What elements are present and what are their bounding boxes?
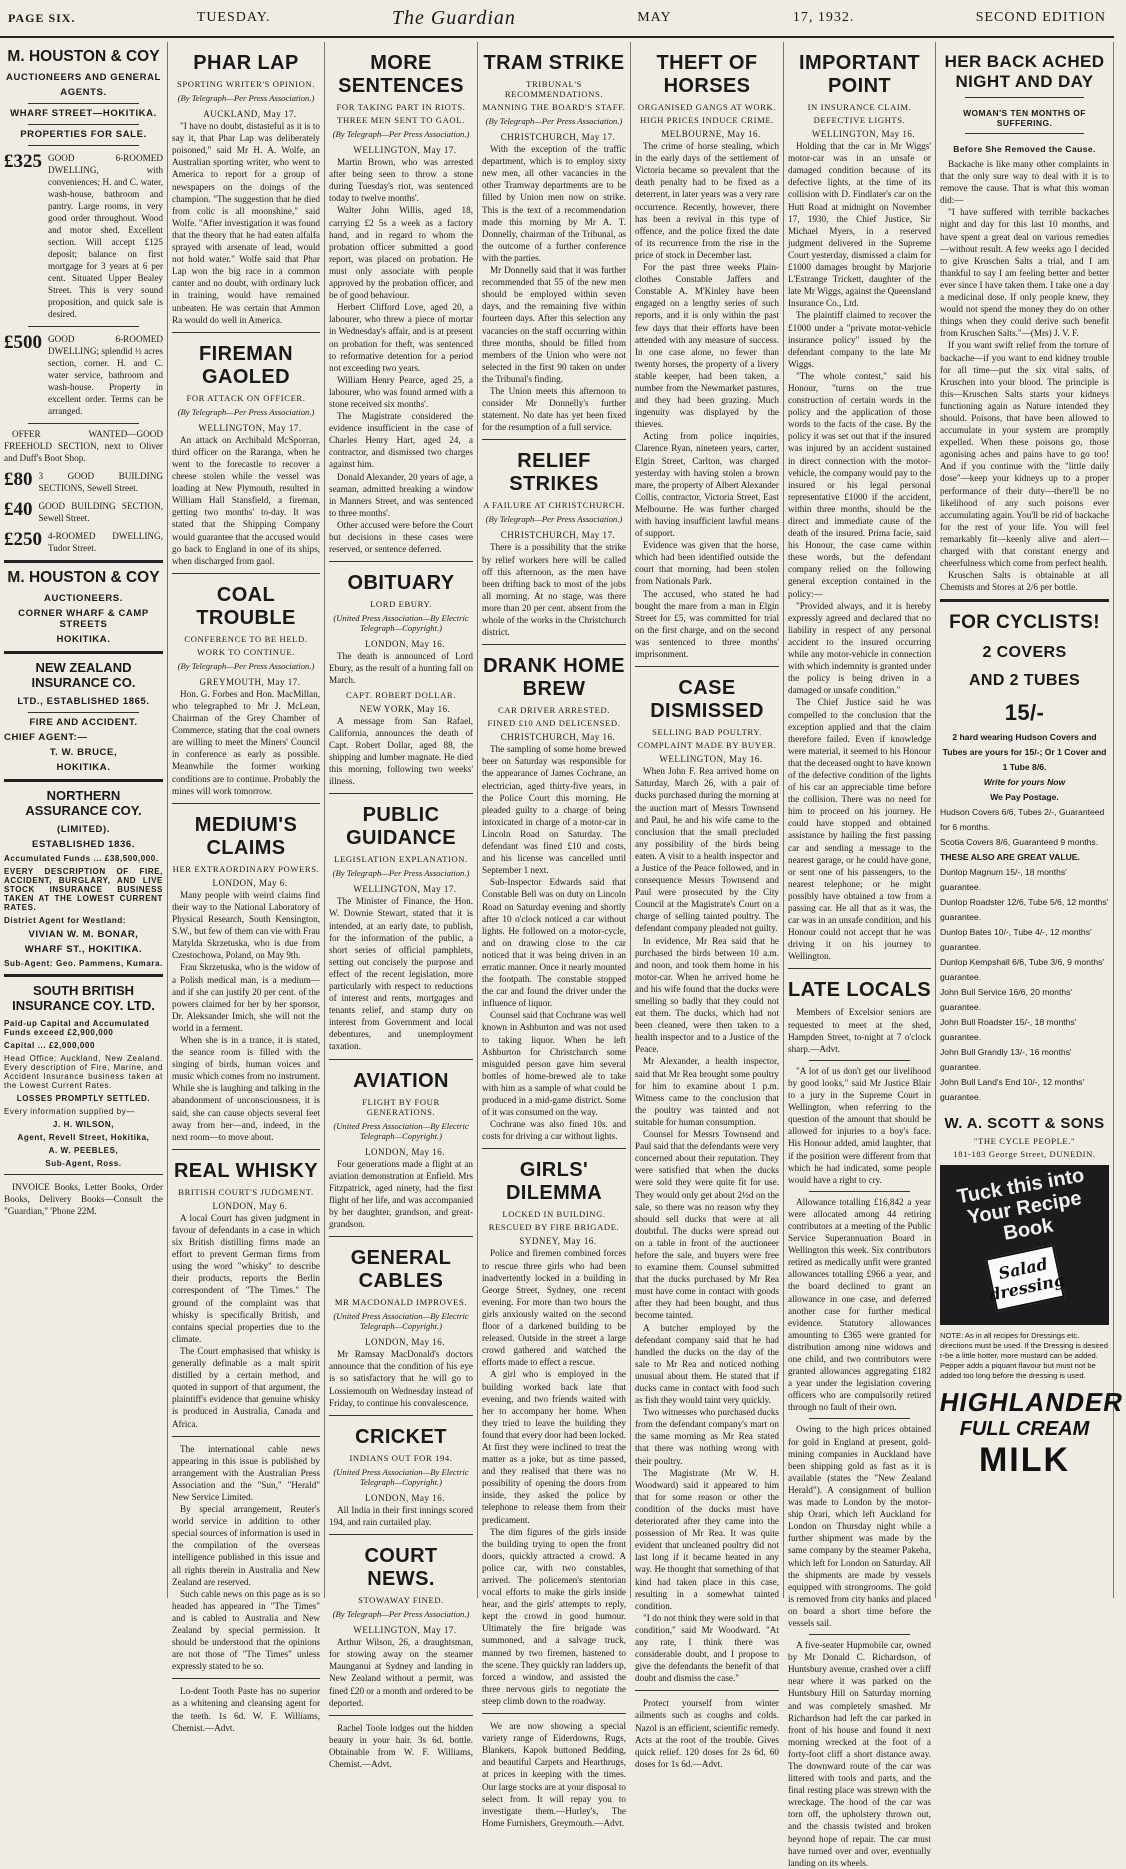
price: £80 [4, 469, 33, 491]
byline: (United Press Association—By Electric Telegraph—Copyright.) [333, 1120, 469, 1141]
column-7-advertisements [936, 42, 1126, 1598]
byline: (By Telegraph—Per Press Association.) [177, 93, 315, 103]
subhead: DEFECTIVE LIGHTS. [813, 115, 906, 125]
divider [172, 1678, 320, 1679]
property-listing [4, 470, 163, 494]
tyre-listing: Dunlop Bates 10/-, Tube 4/-, 12 months' guarantee. [940, 927, 1092, 953]
subhead: 181-183 George Street, DUNEDIN. [953, 1149, 1096, 1160]
tyre-listing: John Bull Service 16/6, 20 months' guarantee. [940, 987, 1073, 1013]
article-text: Hon. G. Forbes and Hon. MacMillan, who telegraphed to Mr J. McLean, Chairman of the Grey Chamber of Commerce, stating that the coal owners are willing to meet the Miners' Council in conference as early as possible. Meanwhile the former working conditions are to continue. Probably the mines will work tomorrow. [172, 688, 320, 796]
article-text: Evidence was given that the horse, which had been identified outside the court that morning, had been stolen from Nationals Park. [635, 540, 779, 587]
highlander-milk-ad [937, 1387, 1126, 1480]
advert-text: Protect yourself from winter ailments such as coughs and colds. Nazol is an efficient, scientific remedy. Acts at the root of the trouble. Gives quick relief. 120 doses for 2s 6d, 60 doses for 1s 6d.—Advt. [635, 1698, 779, 1769]
subhead: CONFERENCE TO BE HELD. [184, 633, 308, 644]
divider [172, 1436, 320, 1437]
article-text: Sub-Inspector Edwards said that Constable Bell was on duty on Lincoln Road on Saturday evening and shortly after 10 o'clock noticed a car without lights. He followed on a motor-cycle, and on drawing close to the car noticed that it was being driven in an erratic manner. Once it nearly mounted the footpath. The constable stopped the car and found the driver under the influence of liquor. [482, 877, 626, 1009]
ad-line: Write for yours Now [983, 777, 1066, 788]
article-text: The death is announced of Lord Ebury, as the result of a hunting fall on March. [329, 651, 473, 686]
article-text: Frau Skrzetuska, who is the widow of a Polish medical man, is a medium—and if she can justify 20 per cent. of the powers claimed for her by her sponsor, Dr. Aleksander Imich, she will not the world in a ferment. [172, 962, 320, 1033]
byline: (United Press Association—By Electric Telegraph—Copyright.) [333, 1466, 469, 1487]
article-text: A girl who is employed in the building worked back late that evening, and two friends waited with her to accompany her home. When they tried to leave the building they found that every door had been locked. At first they were inclined to treat the matter as a joke, but as time passed, and they realised that there was no possibility of opening the doors from inside, they asked the police by telephone to release them from their predicament. [482, 1369, 626, 1525]
article-text: If you want swift relief from the torture of backache—if you want to end kidney trouble for all time—put the six vital salts, of Kruschen into your blood. The principle is this—Kruschen Salts starts your kidneys functioning again as Nature intended they should. Poisons, that have been allowed to accumulate in your system are promptly expelled. When these poisons go, those agonising aches and pains have to go too! And if you continue with the "little daily dose"—keep your kidneys up to a proper performance of their duty—there'll be no likelihood of any such poisons ever accumulating again. You'll be rid of backache for the rest of your life. You will feel remarkably fit—keenly alive and alert—charged with that constant energy and cheerfulness which come from perfect health. [940, 340, 1109, 569]
column-6 [784, 42, 936, 1868]
paper-title: The Guardian [391, 6, 516, 29]
price: £250 [4, 529, 42, 551]
article-text: In evidence, Mr Rea said that he purchased the birds between 10 a.m. and noon, and took them home in his motor-car. When he arrived home he and his wife found that the ducks were smelling so badly that they could not eat them. The ducks, which had not been cleaned, were then taken to a health inspector and to a Justice of the Peace. [635, 935, 779, 1055]
article-text: Two witnesses who purchased ducks from the defendant company's mart on the same morning as Mr Rea stated that there was nothing wrong with their poultry. [635, 1407, 779, 1466]
divider [4, 560, 163, 563]
divider [4, 779, 163, 782]
cable-notice: The international cable news appearing in this issue is published by arrangement with the Australian Press Association and the "Sun," "Herald" New Service Limited. [172, 1443, 320, 1502]
ad-line: PROPERTIES FOR SALE. [20, 129, 147, 140]
subhead: FOR TAKING PART IN RIOTS. [336, 102, 466, 112]
divider [482, 1713, 626, 1714]
ad-line: HOKITIKA. [56, 634, 111, 646]
tyre-listing: John Bull Land's End 10/-, 12 months' guarantee. [940, 1077, 1085, 1103]
headline-general-cables: GENERAL CABLES [350, 1247, 452, 1293]
subhead: LOCKED IN BUILDING. [502, 1209, 606, 1220]
recipe-book-ad [940, 1165, 1109, 1325]
article-text: A five-seater Hupmobile car, owned by Mr Donald C. Richardson, of Huntsbury avenue, crashed over a cliff near where it was parked on the Huntsbury Hill on Saturday morning and was completely smashed. Mr Richardson had left the car parked in front of his house and found it next morning wrecked at the foot of a forty-foot cliff a short distance away. The downward route of the car was littered with tools and parts, and the final resting place was strewn with the wreckage. The hood of the car was torn off, the upholstery thrown out, and the chassis twisted and broken beyond hope of repair. The car must have turned over and over, eventually landing on its wheels. [788, 1640, 931, 1868]
property-listing [4, 530, 163, 554]
divider [28, 103, 139, 104]
headline-real-whisky: REAL WHISKY [173, 1159, 319, 1182]
salad-dressing-card: Salad dressing [985, 1245, 1065, 1312]
article-text: "I have no doubt, distasteful as it is to say it, that Phar Lap was deliberately poisoned," said Mr H. A. Wolfe, an Australian sporting writer, who went to America to report for a group of newspapers on the doings of the champion. "The suggestion that he died from colic is all moonshine," said Wolfe. "After investigation it was found that the theory that he had eaten alfalfa sprayed with arsenate of lead, would not hold water." Wolfe said that Phar Lap won the big race in a common canter and no doubt, with ordinary luck in training, would have remained unbeaten. He was certain that Ammon Ra would do well in America. [172, 121, 320, 325]
day: TUESDAY. [196, 10, 271, 25]
divider [172, 332, 320, 333]
subhead: CAR DRIVER ARRESTED. [497, 705, 611, 716]
ad-headline: AND 2 TUBES [968, 672, 1081, 690]
column-4 [478, 42, 631, 1828]
headline-coal-trouble: COAL TROUBLE [196, 583, 296, 629]
article-text: Counsel for Messrs Townsend and Paul said that the defendants were very concerned about their reputation. They were satisfied that when the ducks were sold they were quite fit for use. They would only get about 2½d on the sale, so there was no reason why they should sell ducks that were at all doubtful. The ducks were spread out on a table in front of the auctioneer before the sale, and buyers were free to examine them. Counsel submitted that the ducks purchased by Mr Rea must have come in contact with goods after they had been bought, and thus become tainted. [635, 1129, 779, 1321]
headline-aviation: AVIATION [353, 1069, 449, 1092]
dateline: LONDON, May 6. [212, 1200, 288, 1211]
ad-line: Paid-up Capital and Accumulated Funds exceed £2,900,000 [4, 1019, 150, 1038]
article-text: "I do not think they were sold in that condition," said Mr Woodward. "At any rate, I think there was considerable doubt, and I propose to give the defendants the benefit of that doubt and dismiss the case." [635, 1612, 779, 1684]
divider [329, 561, 473, 562]
article-text: William Henry Pearce, aged 25, a labourer, who was found armed with a stone received six months'. [329, 374, 473, 409]
tyre-listing: Dunlop Magnum 15/-, 18 months' guarantee. [940, 867, 1067, 893]
ad-line: Head Office: Auckland, New Zealand. Every description of Fire, Marine, and Accident Insurance business taken at the Lowest Current Rates. [4, 1054, 163, 1091]
dateline: WELLINGTON, May 17. [198, 422, 302, 433]
article-text: The Union meets this afternoon to consider Mr Donnelly's further statement. No date has yet been fixed for the resumption of a full service. [482, 385, 626, 433]
article-text: For the past three weeks Plain-clothes Constable Jaffers and Constable A. M'Kinley have been engaged on a lengthy series of such reports, and it is only within the past few days that their efforts have been attended with any measure of success. In one case alone, no fewer than twenty horses, the property of a livery stable keeper, had been taken, a number from the Newmarket pastures, and they had been grazing. Much ingenuity was displayed by the thieves. [635, 262, 779, 430]
scott-sons-header: W. A. SCOTT & SONS [944, 1115, 1105, 1133]
tyre-listing: Dunlop Roadster 12/6, Tube 5/6, 12 months' guarantee. [940, 897, 1109, 923]
ad-line: CHIEF AGENT:— [4, 732, 88, 744]
divider [28, 124, 139, 125]
listing-text: GOOD 6-ROOMED DWELLING; splendid ½ acres section, corner. H. and C. water service, bathroom and wash-house. Property in excellent order. Terms can be arranged. [48, 334, 163, 416]
property-listing [4, 333, 163, 417]
headline-more-sentences: MORE SENTENCES [338, 52, 464, 97]
divider [809, 1418, 909, 1419]
article-text: The Magistrate considered the evidence insufficient in the case of Charles Henry Hart, aged 24, a contractor, and dismissed two charges against him. [329, 411, 473, 470]
column-5 [631, 42, 784, 1769]
headline-girls-dilemma: GIRLS' DILEMMA [505, 1159, 603, 1205]
article-text: Kruschen Salts is obtainable at all Chemists and Stores at 2/6 per bottle. [940, 570, 1109, 593]
subhead: Before She Removed the Cause. [953, 144, 1096, 154]
advert-text: Rachel Toole lodges out the hidden beauty in your hair. 3s 6d. bottle. Obtainable from W. F. Williams, Chemist.—Advt. [329, 1722, 473, 1769]
divider [28, 145, 139, 146]
dateline: CHRISTCHURCH, May 16. [500, 732, 616, 743]
subhead: SPORTING WRITER'S OPINION. [177, 79, 315, 89]
ad-line: District Agent for Westland: [4, 916, 127, 926]
headline-theft-of-horses: THEFT OF HORSES [656, 52, 758, 97]
column-1-advertisements [0, 42, 168, 1598]
article-text: "Provided always, and it is hereby expressly agreed and declared that no liability in respect of any personal accident to the insured occurring while any motor-vehicle in connection with which indemnity is granted under the policy is being driven in a damaged or unsafe condition." [788, 600, 931, 696]
article-text: The plaintiff claimed to recover the £1000 under a "private motor-vehicle insurance policy" issued by the defendant company to the late Mr Wiggs. [788, 310, 931, 369]
byline: (By Telegraph—Per Press Association.) [332, 868, 470, 879]
subhead: HIGH PRICES INDUCE CRIME. [640, 115, 774, 125]
article-text: When John F. Rea arrived home on Saturday, March 26, with a pair of ducks purchased during the morning at the auction mart of Messrs Townsend and Paul, he and his wife came to the conclusion that the small precluded any possibility of the birds being eaten. A visit to a health inspector and a Justice of the Peace followed, and in consequence Messrs Townsend and Paul were prosecuted by the City Council at the Magistrate's Court on a charge of selling tainted poultry. The defendant company pleaded not guilty. [635, 766, 779, 934]
dateline: WELLINGTON, May 17. [353, 884, 457, 895]
milk-text: MILK [978, 1441, 1071, 1480]
headline-drank-home-brew: DRANK HOME BREW [483, 655, 625, 701]
subhead: SELLING BAD POULTRY. [652, 727, 762, 738]
byline: (United Press Association—By Electric Telegraph—Copyright.) [333, 1311, 469, 1332]
article-text: "I have suffered with terrible backaches night and day for this last 10 months, and have spent a great deal on various remedies—without result. A few weeks ago I decided to give Kruschen Salts a trial, and I am thankful to say I am feeling better and better ever since I have taken them. I take one a day a medicinal dose. If only people knew, they would not spend the money they do on other things when they could derive such benefit from Kruschen Salts."—(Mrs) J. V. F. [940, 207, 1109, 339]
ad-line: HOKITIKA. [56, 762, 111, 774]
edition: SECOND EDITION [975, 10, 1106, 25]
article-text: Donald Alexander, 20 years of age, a seaman, admitted breaking a window in Manners Street, and was sentenced to three months'. [329, 471, 473, 518]
listing-text: 4-ROOMED DWELLING, Tudor Street. [48, 531, 163, 554]
subhead: MR MACDONALD IMPROVES. [334, 1297, 468, 1308]
dateline: CHRISTCHURCH, May 17. [500, 132, 616, 142]
ad-line: WHARF ST., HOKITIKA. [24, 944, 143, 956]
ad-line: WHARF STREET—HOKITIKA. [10, 108, 157, 119]
headline-relief-strikes: RELIEF STRIKES [509, 450, 599, 496]
divider [172, 803, 320, 804]
byline: (By Telegraph—Per Press Association.) [332, 129, 470, 139]
divider [809, 1060, 909, 1061]
article-text: Herbert Clifford Love, aged 20, a labourer, who threw a piece of mortar in Wednesday's affair, and is at present on probation for theft, was sentenced to reformative detention for a period not exceeding two years. [329, 302, 473, 373]
article-text: The accused, who stated he had bought the mare from a man in Elgin Street for £5, was committed for trial on the first charge, and on the second was sentenced to three months' imprisonment. [635, 588, 779, 660]
subhead: FINED £10 AND DELICENSED. [487, 718, 621, 729]
ad-line: Agent, Revell Street, Hokitika, [17, 1133, 150, 1143]
article-text: Cochrane was also fined 10s. and costs for driving a car without lights. [482, 1119, 626, 1142]
article-text: Mr Donnelly said that it was further recommended that 55 of the new men should be employed within seven days, and the remaining five within fourteen days. After this selection any vacancies on the staff occurring within three months, should be filled from members of the Union who were not selected in the first 90 taken on under the Tribunal's finding. [482, 265, 626, 384]
property-listing [4, 500, 163, 524]
article-text: A message from San Rafael, California, announces the death of Capt. Robert Dollar, aged 88, the shipping and lumber magnate. He died this morning, following two weeks' illness. [329, 715, 473, 787]
ad-line: (LIMITED). [57, 824, 110, 836]
recipe-note: NOTE: As in all recipes for Dressings etc. directions must be used. If the Dressing is desired r-be a little hotter, more mustard can be added. Pepper adds a piquant flavour but must not be added too long before the dressing is used. [940, 1331, 1108, 1381]
subhead: THREE MEN SENT TO GAOL. [337, 115, 465, 125]
ad-line: CORNER WHARF & CAMP STREETS [18, 608, 149, 631]
headline-mediums-claims: MEDIUM'S CLAIMS [194, 813, 298, 859]
ad-line: LTD., ESTABLISHED 1865. [17, 696, 150, 708]
article-text: The crime of horse stealing, which in the early days of the settlement of Victoria became so prevalent that the death penalty had to be fixed as a deterrent, in later years was a very rare occurrence. Recently, however, there has been a revival in this type of offence, and the police fixed the date of its recurrence from the rise in the price of stock in December last. [635, 141, 779, 260]
headline-phar-lap: PHAR LAP [193, 52, 299, 74]
article-text: A local Court has given judgment in favour of defendants in a case in which six British distilling firms made an effort to prevent German firms from using the word "whisky" to describe their products, reports the Berlin correspondent of "The Times." The ground of the complaint was that whisky is specifically British, and contains special properties due to the climate. [172, 1212, 320, 1344]
article-text: Backache is like many other complaints in that the only sure way to deal with it is to remove the cause. That is what this woman did:— [940, 159, 1109, 206]
article-text: Martin Brown, who was arrested after being seen to throw a stone during Tuesday's riot, was sentenced today to twelve months'. [329, 157, 473, 204]
divider [635, 1690, 779, 1691]
subhead: "THE CYCLE PEOPLE." [973, 1136, 1076, 1147]
article-text: An attack on Archibald McSporran, third officer on the Raranga, when he went to the forecastle to recover a cheese stolen while the vessel was loading at New Plymouth, resulted in William Hall Stansfield, a fireman, getting two months' to-day. It was stated that the Shipping Company would guarantee that the accused would go back to England in one of its ships, when discharged from gaol. [172, 434, 320, 566]
divider [482, 644, 626, 645]
article-text: Police and firemen combined forces to rescue three girls who had been inadvertently locked in a building in George Street, Sydney, one recent evening. For more than two hours the girls anxiously waited on the second floor of a darkened building to be released. Outside in the street a large crowd gathered and watched the efforts made to effect a rescue. [482, 1248, 626, 1368]
article-text: Walter John Willis, aged 18, carrying £2 5s a week as a factory hand, and in regard to whom the probation officer submitted a good report, was placed on probation. He must only associate with people approved by the probation officer, and be of good behaviour. [329, 205, 473, 301]
article-text: The Magistrate (Mr W. H. Woodward) said it appeared to him that for some reason or other the condition of the ducks must have deteriorated after they came into the possession of Mr Rea. It was quite evident that uncleaned poultry did not last long if it became heated in any way. He thought that something of that kind had taken place in this case, resulting in a somewhat tainted condition. [635, 1467, 779, 1611]
dateline: WELLINGTON, May 17. [353, 1625, 457, 1636]
month: MAY [637, 10, 672, 25]
ad-line: Capital ... £2,000,000 [4, 1041, 96, 1051]
divider [965, 133, 1083, 134]
byline: (By Telegraph—Per Press Association.) [177, 406, 315, 417]
tyre-listing: John Bull Roadster 15/-, 18 months' guarantee. [940, 1017, 1077, 1043]
article-text: Arthur Wilson, 26, a draughtsman, for stowing away on the steamer Maunganui at Sydney and landing in New Zealand without a permit, was fined £20 or a month and ordered to be deported. [329, 1637, 473, 1708]
ad-line: FIRE AND ACCIDENT. [29, 717, 138, 729]
divider [329, 1236, 473, 1237]
divider [940, 599, 1109, 602]
ad-line: Every information supplied by— [4, 1107, 135, 1117]
byline: (By Telegraph—Per Press Association.) [485, 116, 623, 126]
property-listing [4, 152, 163, 320]
divider [329, 1534, 473, 1535]
article-text: All India in their first innings scored 194, and rain curtailed play. [329, 1504, 473, 1527]
houston-header: M. HOUSTON & COY [7, 48, 160, 65]
article-text: The Minister of Finance, the Hon. W. Downie Stewart, stated that it is intended, at an early date, to publish, for the information of the public, a short series of official pamphlets, setting out concisely the purpose and effect of the recent legislation, more particularly with respect to reductions of interest and rents, mortgages and tenants relief, and stamp duty on interest from Government and local debentures, and unemployment taxation. [329, 896, 473, 1052]
ad-line: LOSSES PROMPTLY SETTLED. [16, 1094, 151, 1104]
south-british-header: SOUTH BRITISH INSURANCE COY. LTD. [12, 983, 155, 1014]
article-text: Four generations made a flight at an aviation demonstration at Enfield. Mrs Fitzpatrick, aged ninety, had the first flight of her life, and was accompanied by her daughter, grandson, and great-grandson. [329, 1158, 473, 1230]
subhead: HER EXTRAORDINARY POWERS. [172, 863, 320, 874]
article-text: A butcher employed by the defendant company said that he had handled the ducks on the day of the sale to Mr Rea and noticed nothing unusual about them. He stated that if ducks came in contact with food such as fish they would taint very quickly. [635, 1322, 779, 1406]
recipe-ad-title: Tuck this into Your Recipe Book [955, 1164, 1086, 1246]
byline: (By Telegraph—Per Press Association.) [485, 514, 623, 525]
divider [329, 1059, 473, 1060]
article-text: The dim figures of the girls inside the building trying to open the front doors, quickly attracted a crowd. A police car, with two constables, arrived. The policemen's stentorian vocal efforts to make the girls inside hear, and the girls' attempts to reply, kept the crowd in good humour. Ultimately the fire brigade was summoned, and a salvage truck, manned by two firemen, hastened to the scene. They quickly ran ladders up, forced a window, and assisted the three nervous girls to negotiate the steep climb down to the roadway. [482, 1526, 626, 1706]
subhead: MANNING THE BOARD'S STAFF. [482, 102, 626, 112]
subhead: STOWAWAY FINED. [358, 1595, 444, 1606]
article-text: Other accused were before the Court but decisions in these cases were reserved, or sentence deferred. [329, 519, 473, 555]
nz-insurance-header: NEW ZEALAND INSURANCE CO. [31, 660, 136, 691]
article-text: There is a possibility that the strike by relief workers here will be called off this afternoon, as the men have been drifting back to most of the jobs all morning. At no stage, was there more than 20 per cent. absent from the whole of the works in the Christchurch district. [482, 542, 626, 638]
headline-late-locals: LATE LOCALS [788, 979, 931, 1002]
divider [172, 573, 320, 574]
headline-important-point: IMPORTANT POINT [799, 52, 920, 97]
subhead: RESCUED BY FIRE BRIGADE. [488, 1222, 620, 1233]
listing-text: OFFER WANTED—GOOD FREEHOLD SECTION, next to Oliver and Duff's Boot Shop. [4, 429, 163, 464]
article-text: Mr Ramsay MacDonald's doctors announce that the condition of his eye is so satisfactory that he will go to Lossiemouth on Wednesday instead of Friday, to continue his convalescence. [329, 1349, 473, 1408]
invoice-books-ad: INVOICE Books, Letter Books, Order Books, Delivery Books—Consult the "Guardian," 'Phone 22M. [4, 1182, 163, 1217]
byline: (United Press Association—By Electric Telegraph—Copyright.) [333, 613, 469, 634]
price: £500 [4, 332, 42, 353]
subhead: LEGISLATION EXPLANATION. [334, 854, 468, 865]
divider [635, 666, 779, 667]
subhead: LORD EBURY. [370, 599, 432, 610]
subhead: FOR ATTACK ON OFFICER. [186, 392, 306, 403]
ad-line: VIVIAN W. M. BONAR, [28, 929, 139, 941]
headline-court-news: COURT NEWS. [364, 1545, 438, 1591]
article-text: Members of Excelsior seniors are requested to meet at the shed, Hampden Street, to-night at 7 o'clock sharp.—Advt. [788, 1007, 931, 1054]
divider [28, 326, 139, 327]
article-text: Acting from police inquiries, Clarence Ryan, nineteen years, carter, Elgin Street, Carlton, was charged yesterday with having stolen a brown mare, the property of Albert Alexander Collis, contractor, Victoria Street, East Melbourne. He was further charged with having insufficient lawful means of support. [635, 431, 779, 539]
dateline: WELLINGTON, May 16. [659, 754, 763, 765]
ad-price: 15/- [1004, 700, 1045, 726]
full-cream-text: FULL CREAM [959, 1418, 1090, 1441]
dateline: CHRISTCHURCH, May 17. [500, 530, 616, 541]
ad-line: EVERY DESCRIPTION OF FIRE, ACCIDENT, BURGLARY, AND LIVE STOCK INSURANCE BUSINESS TAKEN AT THE LOWEST CURRENT RATES. [4, 867, 163, 913]
dateline: MELBOURNE, May 16. [661, 129, 761, 139]
article-text: The Chief Justice said he was compelled to the conclusion that the exception applied and that the claim therefore failed. Even if knowledge were material, it seemed to his Honour that the deceased ought to have known of the defective condition of the lights of his car an appreciable time before the collision. There was no need for him to proceed on his journey. He could have stopped and obtained assistance by hailing the first passing car and sending a message to the nearest garage, or he could have gone, or sent one of his passengers, to the nearest telephone; or he might possibly have obtained a tow from a passing car. He all that as it was, the car was in an unsafe condition, and his Honour could not accept that he was driving it on his journey to Wellington. [788, 697, 931, 962]
houston-header-2: M. HOUSTON & COY [7, 569, 160, 587]
divider [809, 1191, 909, 1192]
headline-her-back-ached: HER BACK ACHED NIGHT AND DAY [944, 52, 1105, 91]
ad-line: A. W. PEEBLES, [48, 1146, 119, 1156]
divider [172, 1149, 320, 1150]
divider [4, 974, 163, 977]
article-text: Counsel said that Cochrane was well known in Ashburton and was not used to taking liquor. When he left Ashburton for Christchurch some misguided person gave him several bottles of home-brewed ale to take with him as a sample of what could be produced in a mid-game district. Some of it was consumed on the way. [482, 1010, 626, 1118]
divider [809, 1634, 909, 1635]
price: £325 [4, 151, 42, 172]
article-text: Many people with weird claims find their way to the National Laboratory of Physical Research, South Kensington, S.W., but few of them can vie with Frau Matylda Skrzetuska, who is due from Czestochowa, Poland, on May 9th. [172, 889, 320, 961]
ad-line: ESTABLISHED 1836. [32, 839, 135, 851]
divider [4, 651, 163, 654]
ad-line: AUCTIONEERS. [44, 593, 123, 605]
tyre-listing: Scotia Covers 8/6, Guaranteed 9 months. [940, 837, 1099, 848]
listing-text: 3 GOOD BUILDING SECTIONS, Sewell Street. [38, 471, 163, 494]
divider [482, 439, 626, 440]
date: 17, 1932. [792, 10, 855, 25]
dateline: LONDON, May 16. [365, 1492, 445, 1503]
divider [28, 712, 139, 713]
article-text: Holding that the car in Mr Wiggs' motor-car was in an unsafe or damaged condition because of its defective lights, at the time of its collision with D. Findlater's car on the Hutt Road at midnight on November 17, 1930, the Chief Justice, Sir Michael Myers, in a reserved judgment delivered in the Supreme Court yesterday, dismissed a claim for £1000 damages brought by Marjorie L'Estrange Trickett, daughter of the late Mr Wiggs, against the Queensland Insurance Co., Ltd. [788, 141, 931, 309]
tyre-listing: John Bull Grandly 13/-, 16 months' guarantee. [940, 1047, 1072, 1073]
subhead: FLIGHT BY FOUR GENERATIONS. [362, 1096, 440, 1117]
divider [788, 968, 931, 969]
tyre-listing: Hudson Covers 6/6, Tubes 2/-, Guaranteed for 6 months. [940, 807, 1105, 833]
subhead: IN INSURANCE CLAIM. [807, 102, 912, 112]
divider [965, 97, 1083, 98]
subhead: WORK TO CONTINUE. [197, 646, 295, 657]
subhead: ORGANISED GANGS AT WORK. [637, 102, 777, 112]
advert-text: Lo-dent Tooth Paste has no superior as a whitening and cleansing agent for the teeth. 1s 6d. W. F. Williams, Chemist.—Advt. [172, 1686, 320, 1733]
ad-headline: 2 COVERS [982, 644, 1067, 662]
cable-notice: By special arrangement, Reuter's world service in addition to other special sources of information is used in the compilation of the overseas intelligence published in this issue and all rights therein in Australia and New Zealand are reserved. [172, 1504, 320, 1587]
article-text: The sampling of some home brewed beer on Saturday was responsible for the appearance of James Cochrane, an electrician, aged thirty-five years, in the Police Court this morning. He pleaded guilty to a charge of being intoxicated in charge of a motor-car in Lincoln Road on Saturday. The defendant was fined £10 and costs, and his license was cancelled until September 1 next. [482, 744, 626, 876]
article-text: "The whole contest," said his Honour, "turns on the true construction of certain words in the policy and the application of those words to the facts of the case. By the policy it was set out that if the insured was injured by an accident sustained in direct connection with the motor-vehicle, the company would pay to the insured or his legal personal representative £1000 if the accident, within three months, should be the direct and immediate cause of the death of the insured. Prima facie, said his Honour, the case came within these words, but the defendant company relied on the following general exception contained in the policy:— [788, 370, 931, 599]
dateline: WELLINGTON, May 17. [353, 145, 457, 155]
dateline: LONDON, May 6. [212, 877, 288, 888]
divider [329, 793, 473, 794]
cable-notice: Such cable news on this page as is so headed has appeared in "The Times" and is cabled to Australia and New Zealand by special permission. It should be understood that the opinions are not those of "The Times" unless expressly stated to be so. [172, 1588, 320, 1672]
highlander-logo: HIGHLANDER [937, 1387, 1126, 1418]
ad-line: Sub-Agent, Ross. [45, 1159, 122, 1169]
ad-line: 2 hard wearing Hudson Covers and Tubes are yours for 15/-; Or 1 Cover and 1 Tube 8/6. [942, 732, 1107, 773]
ad-line: Accumulated Funds ... £38,500,000. [4, 854, 159, 864]
headline-public-guidance: PUBLIC GUIDANCE [346, 804, 456, 850]
page-number: PAGE SIX. [8, 10, 76, 25]
article-text: The Court emphasised that whisky is generally definable as a malt spirit distilled by a certain method, and quoted in support of that argument, the plaintiff's evidence that genuine whisky is produced in Australia, Canada and Africa. [172, 1345, 320, 1429]
dateline: LONDON, May 16. [365, 1337, 445, 1348]
listing-text: GOOD BUILDING SECTION, Sewell Street. [38, 501, 163, 524]
subhead: WOMAN'S TEN MONTHS OF SUFFERING. [963, 108, 1086, 128]
masthead [0, 0, 1114, 38]
tyre-listing: Dunlop Kempshall 6/6, Tube 3/6, 9 months' guarantee. [940, 957, 1105, 983]
headline-obituary: OBITUARY [347, 572, 455, 595]
ad-line: We Pay Postage. [990, 792, 1059, 803]
subhead: INDIANS OUT FOR 194. [349, 1452, 453, 1463]
divider [329, 1415, 473, 1416]
column-2 [168, 42, 325, 1733]
for-cyclists-header: FOR CYCLISTS! [949, 612, 1100, 634]
subhead: BRITISH COURT'S JUDGMENT. [178, 1186, 314, 1197]
ad-line: AUCTIONEERS AND GENERAL [6, 72, 161, 83]
ad-line: T. W. BRUCE, [49, 747, 118, 759]
headline-cricket: CRICKET [355, 1425, 447, 1448]
headline-tram-strike: TRAM STRIKE [483, 52, 625, 74]
byline: (By Telegraph—Per Press Association.) [177, 660, 315, 671]
dateline: GREYMOUTH, May 17. [199, 676, 301, 687]
dateline: AUCKLAND, May 17. [203, 109, 297, 119]
subhead: TRIBUNAL'S RECOMMENDATIONS. [504, 79, 604, 99]
divider [4, 1174, 163, 1175]
byline: (By Telegraph—Per Press Association.) [332, 1609, 470, 1620]
column-3 [325, 42, 478, 1769]
article-text: Mr Alexander, a health inspector, said that Mr Rea brought some poultry for him to examine about 1 p.m. Witness came to the conclusion that the poultry was tainted and not suitable for human consumption. [635, 1056, 779, 1127]
article-text: Allowance totalling £16,842 a year were allocated among 44 retiring contributors at a meeting of the Public Service Superannuation Board in Wellington this week. Six contributors retired as medically unfit were granted allowances totalling £966 a year, and the board declined to grant an allowance in one case, and deferred another case for further medical evidence. Statutory allowances amounting to £365 were granted for distribution among nine widows and one child, and two contributors were granted allowances aggregating £182 a year under the legislation covering officers who are compulsorily retired through no fault of their own. [788, 1196, 931, 1413]
ad-line: J. H. WILSON, [52, 1120, 115, 1130]
ad-line: AGENTS. [60, 87, 107, 98]
advert-text: We are now showing a special variety range of Eiderdowns, Rugs, Blankets, Kapok buttoned Bedding, and beautiful Carpets and Hearthrugs, at prices in keeping with the times. Our large stocks are at your disposal to select from. It will repay you to investigate them.—Hurley's, The Home Furnishers, Greymouth.—Advt. [482, 1721, 626, 1828]
subhead: COMPLAINT MADE BY BUYER. [637, 740, 777, 751]
article-text: With the exception of the traffic department, which is to employ sixty new men, all other vacancies in the other Tramway departments are to be filled by Union men now on strike. This is the text of a recommendation made this morning by Mr A. T. Donnelly, chairman of the Tribunal, as the outcome of a further conference with the parties. [482, 144, 626, 263]
subhead: A FAILURE AT CHRISTCHURCH. [483, 500, 625, 511]
article-text: When she is in a trance, it is stated, the seance room is filled with the singing of birds, human voices and music which comes from no instrument. While she is laughing and talking in the abandonment of unconsciousness, it is said, she can cause objects several feet away from her—and, indeed, in the next room—to move about. [172, 1034, 320, 1142]
subhead: CAPT. ROBERT DOLLAR. [345, 689, 456, 700]
article-text: "A lot of us don't get our livelihood by good looks," said Mr Justice Blair to a jury in the Supreme Court in Wellington, when referring to the question of the amount that should be allowed for injuries to a boy's face. His Honour added, amid laughter, that if the position were different from that which he had indicated, some people would have a right to cry. [788, 1065, 931, 1185]
headline-case-dismissed: CASE DISMISSED [650, 677, 764, 723]
listing-text: GOOD 6-ROOMED DWELLING, with conveniences; H. and C. water, wash-house, bathroom and pantry. Large rooms, in very good order throughout. Wood and motor shed. Excellent section. Will accept £125 deposit; balance on first mortgage for 3 years at 6 per cent. Situated Upper Bealey Street. This is very sound proposition, and quick sale is desired. [48, 153, 163, 319]
price: £40 [4, 499, 33, 521]
divider [482, 1148, 626, 1149]
divider [329, 1715, 473, 1716]
tyre-listing: THESE ALSO ARE GREAT VALUE. [940, 852, 1080, 863]
ad-line: Sub-Agent: Geo. Pammens, Kumara. [4, 959, 163, 969]
dateline: NEW YORK, May 16. [359, 703, 451, 714]
divider [28, 423, 139, 424]
headline-fireman-gaoled: FIREMAN GAOLED [199, 342, 293, 388]
article-text: Owing to the high prices obtained for gold in England at present, gold-mining companies in Auckland have been shipping gold as fast as it is available (states the "New Zealand Herald"). A consignment of bullion was made to London by the motor-ship Orari, which left Auckland for London on Thursday night while a further shipment was made by the same company by the steamer Pakeha, which left for London on Saturday. All the shipments are made by vessels equipped with strongrooms. The gold is removed from city banks and placed on board a short time before the vessels sail. [788, 1424, 931, 1628]
dateline: WELLINGTON, May 16. [811, 129, 916, 139]
dateline: SYDNEY, May 16. [519, 1236, 597, 1247]
dateline: LONDON, May 16. [365, 1146, 445, 1157]
northern-assurance-header: NORTHERN ASSURANCE COY. [25, 788, 142, 819]
dateline: LONDON, May 16. [365, 639, 445, 650]
